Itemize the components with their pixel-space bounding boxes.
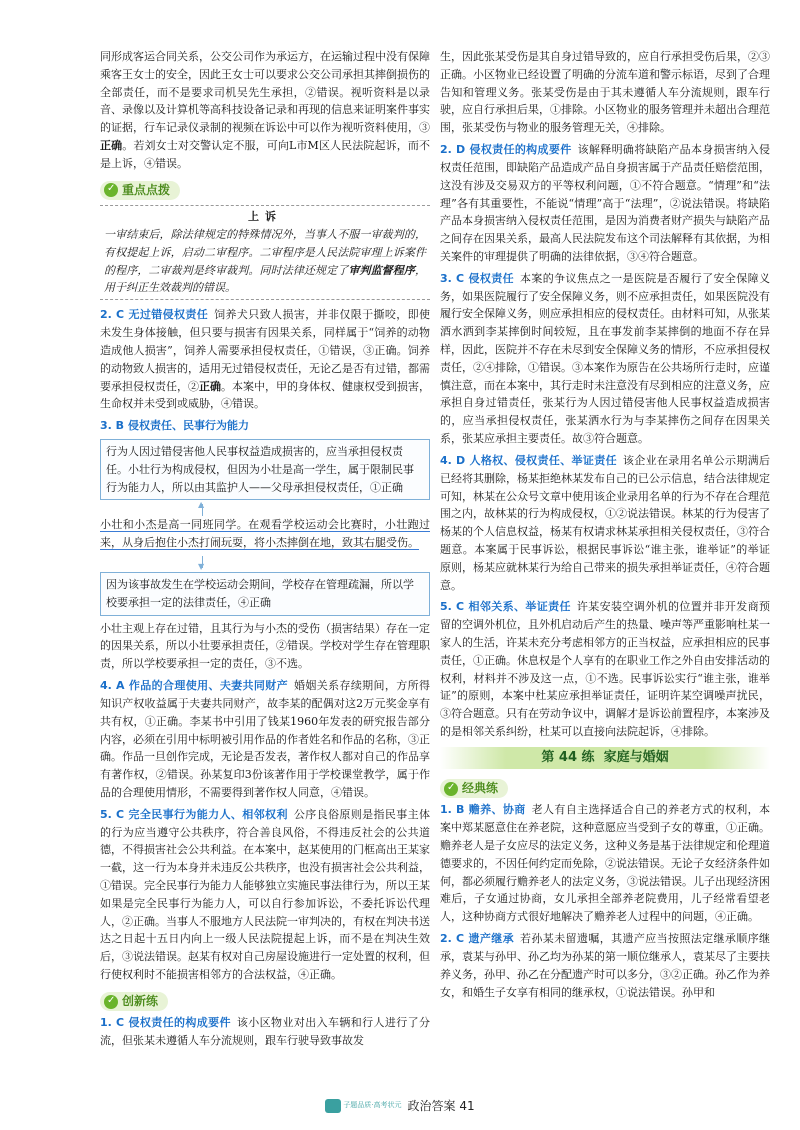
- keypoint-box: [100, 205, 430, 300]
- answer-3-head: 3. B 侵权责任、民事行为能力: [100, 419, 250, 433]
- classic-answer-1: 1. B 赡养、协商 老人有自主选择适合自己的养老方式的权利，本案中郑某愿意住在养老院，这种意愿应当受到子女的尊重，①正确。赡养老人是子女应尽的法定义务，这种义务是基于法律规定和伦理道德要求的，不因任何约定而免除，②说法错误。无论子女经济条件如何，都必须履行赡养老人的法定义务，③说法错误。儿子出现经济困难后，子女通过协商，女儿承担全部养老院费用，儿子经常看望老人，这种协商方式很好地解决了赡养老人过程中的问题，④正确。: [440, 803, 771, 924]
- check-icon: [104, 995, 118, 1009]
- chapter-banner: 第 44 练 家庭与婚姻: [440, 747, 770, 769]
- answer-2: 2. C 无过错侵权责任 饲养犬只致人损害，并非仅限于撕咬，即使未发生身体接触，但只要与损害有因果关系，同样属于“饲养的动物造成他人损害”，饲养人需要承担侵权责任，①错误，③正确。饲养的动物致人损害的，适用无过错侵权责任，无论乙是否有过错，都需要承担侵权责任，②正确。本案中，甲的身体权、健康权受到损害，生命权并未受到或威胁，④错误。: [100, 308, 431, 411]
- innovation-pill: ✓ 创新练: [100, 992, 168, 1011]
- right-answer-4: 4. D 人格权、侵权责任、举证责任 该企业在录用名单公示期满后已经将其删除，杨某拒绝林某发布自己的已公示信息，结合法律规定可知，林某在公众号文章中使用该企业录用名单的行为不存在合理范围之内，故林某的行为构成侵权，①②说法错误。林某的行为侵害了杨某的个人信息权益，杨某有权请求林某承担相关侵权责任，③符合题意。本案属于民事诉讼，根据民事诉讼“谁主张，谁举证”的举证原则，杨某应就林某行为给自己带来的损失承担举证责任，④符合题意。: [440, 453, 771, 592]
- continued-paragraph-right: 生，因此张某受伤是其自身过错导致的，应自行承担受伤后果，②③正确。小区物业已经设置了明确的分流车道和警示标语，尽到了合理告知和管理义务。张某受伤是由于其未遵循人车分流规则，跟车行驶，应自行承担后果，①排除。小区物业的服务管理并未超出合理范围，张某受伤与物业的服务管理无关，④排除。: [440, 50, 770, 135]
- analysis-box-1: 行为人因过错侵害他人民事权益造成损害的，应当承担侵权责任。小壮行为构成侵权，但因为小壮是高一学生，属于限制民事行为能力人，所以由其监护人——父母承担侵权责任，①正确: [100, 439, 430, 500]
- answer-3-end: 小壮主观上存在过错，且其行为与小杰的受伤（损害结果）存在一定的因果关系，所以小壮要承担责任，②错误。学校对学生存在管理职责，所以学校要承担一定的责任，③不选。: [100, 621, 430, 671]
- right-column: [440, 48, 770, 1005]
- check-icon: [104, 183, 118, 197]
- page-number: 41: [459, 1098, 475, 1113]
- keypoint-title: 上诉: [248, 210, 282, 224]
- case-text: 小壮和小杰是高一同班同学。在观看学校运动会比赛时，小壮跑过来，从身后抱住小杰打闹玩耍，将小杰摔倒在地，致其右腿受伤。: [100, 518, 430, 550]
- answer-5: 5. C 完全民事行为能力人、相邻权利 公序良俗原则是指民事主体的行为应当遵守公共秩序，符合善良风俗，不得违反社会的公共道德，不得损害社会公共利益。在本案中，赵某使用的门框高出王某家一截，这一行为本身并未违反公共秩序，也没有损害社会公共利益，①错误。完全民事行为能力人能够独立实施民事法律行为，所以王某如果是完全民事行为能力人，可以自行参加诉讼，不委托诉讼代理人，②正确。当事人不服地方人民法院一审判决的，有权在判决书送达之日起十五日内向上一级人民法院提起上诉，而不是在判决生效后，③说法错误。赵某有权对自己房屋设施进行一定处置的权利，但行使权利时不能损害相邻方的合法权益，④正确。: [100, 807, 431, 982]
- keypoint-text: 一审结束后，除法律规定的特殊情况外，当事人不服一审裁判的，有权提起上诉，启动二审程序。二审程序是人民法院审理上诉案件的程序，二审裁判是终审裁判。同时法律还规定了审判监督程序，用于纠正生效裁判的错误。: [104, 228, 427, 295]
- answer-4: 4. A 作品的合理使用、夫妻共同财产 婚姻关系存续期间，方所得知识产权收益属于夫妻共同财产，故李某的配偶对这2万元奖金享有共有权，①正确。李某书中引用了钱某1960年发表的研究报告部分内容，必须在引用中标明被引用作品的作者姓名和作品的名称，③正确。作品一旦创作完成，无论是否发表，著作权人都对自己的作品享有著作权，②错误。孙某复印3份该著作用于学校课堂教学，属于作品的合理使用情形，不需要得到著作权人同意，④错误。: [100, 679, 430, 799]
- classic-pill: ✓ 经典练: [440, 779, 508, 798]
- keypoint-pill: ✓ 重点点拨: [100, 181, 180, 200]
- left-column: [100, 48, 430, 1054]
- arrow-up: [100, 504, 430, 516]
- right-answer-3: 3. C 侵权责任 本案的争议焦点之一是医院是否履行了安全保障义务，如果医院履行了安全保障义务，则不应承担责任，如果医院没有履行安全保障义务，则应承担相应的侵权责任。由材料可知，从张某酒水洒到李某摔倒时间较短，且在事发前李某摔倒的地面不存在异样，因此，医院并不存在未尽到安全保障义务的情形，不应承担侵权责任，②④排除，①错误。③本案作为原告在公共场所行走时，应谨慎注意，而在本案中，其行走时未注意没有尽到相应的注意义务，应承担自身过错责任，张某行为人因过错侵害他人民事权益造成损害的，应当承担侵权责任，张某洒水行为与李某摔伤之间存在因果关系，张某应承担主要责任。故③符合题意。: [440, 271, 771, 446]
- classic-answer-2: 2. C 遗产继承 若孙某未留遗嘱，其遗产应当按照法定继承顺序继承，袁某与孙甲、孙乙均为孙某的第一顺位继承人，袁某尽了主要扶养义务，孙甲、孙乙在分配遗产时可以多分，③②正确。孙乙作为养女，和婚生子女享有相同的继承权，①说法错误。孙甲和: [440, 932, 771, 999]
- innovation-answer-1: 1. C 侵权责任的构成要件 该小区物业对出入车辆和行人进行了分流，但张某未遵循人车分流规则，跟车行驶导致事故发: [100, 1016, 430, 1048]
- right-answer-5: 5. C 相邻关系、举证责任 许某安装空调外机的位置并非开发商预留的空调外机位，且外机启动后产生的热量、噪声等严重影响杜某一家人的生活，许某未充分考虑相邻方的正当权益，应承担相应的民事责任，①正确。休息权是个人享有的在职业工作之外自由安排活动的权利，材料并不涉及这一点，①不选。民事诉讼实行“谁主张，谁举证”的原则，本案中杜某应承担举证责任，证明许某空调噪声扰民，③符合题意。只有在劳动争议中，调解才是诉讼前置程序，本案涉及的是相邻关系纠纷，杜某可以直接向法院起诉，④排除。: [440, 600, 770, 739]
- page-footer: 子题品质·高考状元 政治答案 41: [0, 1097, 800, 1116]
- continued-paragraph: 同形成客运合同关系，公交公司作为承运方，在运输过程中没有保障乘客王女士的安全，因此王女士可以要求公交公司承担其摔倒损伤的全部责任，而不是要求司机吴先生承担，②错误。视听资料是以录音、录像以及计算机等高科技设备记录和再现的信息来证明案件事实的证据，行车记录仪录制的视频在诉讼中可以作为视听资料使用，③正确。若刘女士对交警认定不服，可向L市M区人民法院起诉，而不是上诉，④错误。: [100, 50, 431, 170]
- arrow-down: [100, 556, 430, 568]
- analysis-box-2: 因为该事故发生在学校运动会期间，学校存在管理疏漏，所以学校要承担一定的法律责任，④正确: [100, 572, 430, 616]
- right-answer-2: 2. D 侵权责任的构成要件 该解释明确将缺陷产品本身损害纳入侵权责任范围，即缺陷产品造成产品自身损害属于产品责任赔偿范围，这没有涉及交易双方的平等权利问题，①不符合题意。“情理”和“法理”各有其重要性，不能说“情理”高于“法理”，②说法错误。将缺陷产品本身损害纳入侵权责任范围，是因为消费者财产损失与缺陷产品之间存在因果关系，最高人民法院发布这个司法解释有其依据，为相关案件的审理提供了明确的法律依据，③④符合题意。: [440, 143, 771, 263]
- brand-logo-icon: [325, 1099, 341, 1113]
- check-icon: [444, 782, 458, 796]
